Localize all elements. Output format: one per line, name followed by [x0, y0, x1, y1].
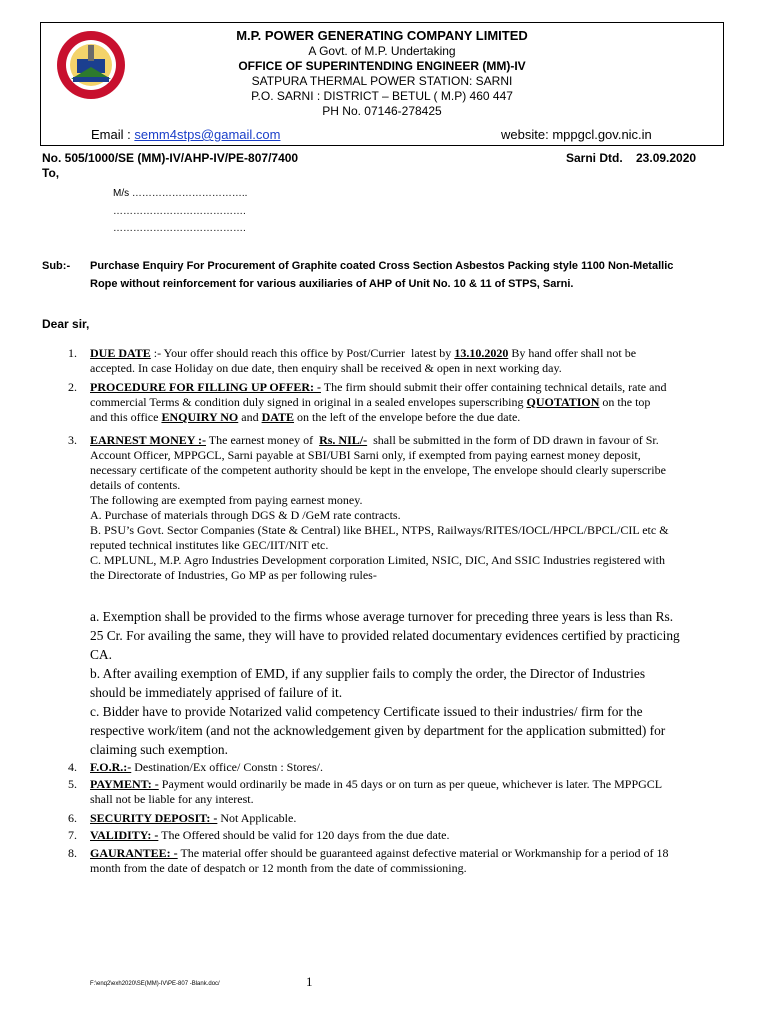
clause-text: The earnest money of — [206, 433, 320, 447]
exemption-b: reputed technical institutes like GEC/IIT/NIT etc. — [90, 538, 329, 552]
clause-text: month from the date of despatch or 12 month from the date of commissioning. — [90, 861, 467, 875]
clause-text: Payment would ordinarily be made in 45 days or on turn as per queue, whichever is later. The MPPGCL — [158, 777, 663, 791]
exemption-c: the Directorate of Industries, Go MP as per following rules- — [90, 568, 377, 582]
rule-c: respective work/item (and not the acknowledgement given by department for the application submitted) for — [90, 723, 666, 738]
clause-title: DUE DATE — [90, 346, 151, 360]
clause-text: on the top — [599, 395, 651, 409]
clause-body — [90, 828, 450, 843]
website-link[interactable]: mppgcl.gov.nic.in — [552, 127, 652, 142]
rule-a: 25 Cr. For availing the same, they will have to provided related documentary evidences certified by practicing — [90, 628, 680, 643]
clause-number: 3. — [68, 433, 77, 447]
clause-title: EARNEST MONEY :- — [90, 433, 207, 447]
website-label: website: — [501, 127, 553, 142]
addressee-line-2: …………………………………. — [113, 206, 246, 217]
clause-body — [90, 380, 730, 425]
station-name: SATPURA THERMAL POWER STATION: SARNI — [251, 74, 513, 88]
clause-number: 2. — [68, 380, 77, 394]
clause-number: 4. — [68, 760, 77, 774]
clause-title: SECURITY DEPOSIT: - — [90, 811, 218, 825]
clause-body — [90, 346, 730, 376]
clause-text: commercial Terms & condition duly signed in original in a sealed envelopes superscribing — [90, 395, 527, 409]
website-row — [501, 127, 652, 142]
office-name: OFFICE OF SUPERINTENDING ENGINEER (MM)-IV — [238, 59, 526, 73]
email-label: Email — [91, 127, 124, 142]
company-tagline: A Govt. of M.P. Undertaking — [308, 44, 456, 58]
earnest-money-amount: Rs. NIL/- — [319, 433, 368, 447]
clause-text: Account Officer, MPPGCL, Sarni payable at SBI/UBI Sarni only, if exempted from paying earnest money deposit, — [90, 448, 641, 462]
quotation-keyword: QUOTATION — [526, 395, 600, 409]
clause-number: 8. — [68, 846, 77, 860]
clause-text: By hand offer shall not be — [508, 346, 637, 360]
clause-text: and — [238, 410, 262, 424]
place-date: Sarni Dtd. 23.09.2020 — [566, 151, 697, 165]
clause-text: accepted. In case Holiday on due date, then enquiry shall be received & open in next working day. — [90, 361, 562, 375]
clause-body — [90, 811, 296, 826]
exemption-rules — [90, 607, 730, 759]
clause-text: The following are exempted from paying earnest money. — [90, 493, 363, 507]
letterhead — [40, 22, 724, 146]
clause-title: F.O.R.:- — [90, 760, 132, 774]
to-label: To, — [42, 166, 60, 180]
addressee-line-1: M/s …………………………….. — [113, 188, 248, 199]
clause-number: 7. — [68, 828, 77, 842]
clause-text: Destination/Ex office/ Constn : Stores/. — [131, 760, 323, 774]
exemption-b: B. PSU’s Govt. Sector Companies (State & Central) like BHEL, NTPS, Railways/RITES/IOCL/HPCL/BPCL/CIL etc & — [90, 523, 669, 537]
exemption-c: C. MPLUNL, M.P. Agro Industries Development corporation Limited, NSIC, DIC, And SSIC Industries registered with — [90, 553, 665, 567]
clause-body — [90, 846, 730, 876]
salutation: Dear sir, — [42, 317, 90, 331]
clause-title: PAYMENT: - — [90, 777, 159, 791]
clause-text: :- Your offer should reach this office by Post/Currier latest by — [150, 346, 455, 360]
date-keyword: DATE — [261, 410, 295, 424]
subject-label: Sub:- — [42, 260, 71, 272]
rule-b: b. After availing exemption of EMD, if any supplier fails to comply the order, the Director of Industries — [90, 666, 646, 681]
clause-text: The material offer should be guaranteed against defective material or Workmanship for a period of 18 — [177, 846, 669, 860]
clause-number: 6. — [68, 811, 77, 825]
clause-text: details of contents. — [90, 478, 181, 492]
addressee-line-3: …………………………………. — [113, 223, 246, 234]
email-row — [91, 127, 280, 142]
page-number: 1 — [306, 974, 313, 989]
clause-text: and this office — [90, 410, 162, 424]
clause-text: shall be submitted in the form of DD drawn in favour of Sr. — [367, 433, 659, 447]
clause-number: 1. — [68, 346, 77, 360]
subject-line-1: Purchase Enquiry For Procurement of Graphite coated Cross Section Asbestos Packing style 1100 Non-Metallic — [90, 260, 674, 272]
email-link[interactable]: semm4stps@gamail.com — [134, 127, 281, 142]
rule-c: c. Bidder have to provide Notarized valid competency Certificate issued to their industries/ firm for the — [90, 704, 643, 719]
phone-number: PH No. 07146-278425 — [322, 104, 442, 118]
clause-body — [90, 433, 730, 583]
clause-text: The Offered should be valid for 120 days from the due date. — [158, 828, 450, 842]
rule-b: should be immediately apprised of failure of it. — [90, 685, 343, 700]
clause-text: necessary certificate of the competent authority should be kept in the envelope, The envelope should clearly superscribe — [90, 463, 666, 477]
enquiry-no-keyword: ENQUIRY NO — [161, 410, 239, 424]
clause-body — [90, 777, 730, 807]
footer-file-path: F:\enq2\exh2020\SE(MM)-IV\PE-807 -Blank.doc/ — [90, 981, 220, 987]
clause-title: GAURANTEE: - — [90, 846, 178, 860]
due-date-value: 13.10.2020 — [454, 346, 509, 360]
rule-a: a. Exemption shall be provided to the firms whose average turnover for preceding three years is less than Rs. — [90, 609, 674, 624]
reference-number: No. 505/1000/SE (MM)-IV/AHP-IV/PE-807/7400 — [42, 151, 299, 165]
clause-number: 5. — [68, 777, 77, 791]
clause-title: PROCEDURE FOR FILLING UP OFFER: - — [90, 380, 321, 394]
subject-line-2: Rope without reinforcement for various auxiliaries of AHP of Unit No. 10 & 11 of STPS, Sarni. — [90, 278, 574, 290]
clause-text: The firm should submit their offer containing technical details, rate and — [321, 380, 667, 394]
clause-text: on the left of the envelope before the due date. — [294, 410, 521, 424]
rule-c: claiming such exemption. — [90, 742, 228, 757]
clause-text: Not Applicable. — [217, 811, 297, 825]
rule-a: CA. — [90, 647, 112, 662]
email-separator: : — [123, 127, 135, 142]
exemption-a: A. Purchase of materials through DGS & D /GeM rate contracts. — [90, 508, 401, 522]
subject-text — [90, 257, 730, 293]
clause-body — [90, 760, 323, 775]
postal-address: P.O. SARNI : DISTRICT – BETUL ( M.P) 460 447 — [251, 89, 513, 103]
clause-text: shall not be liable for any interest. — [90, 792, 254, 806]
clause-title: VALIDITY: - — [90, 828, 159, 842]
company-name: M.P. POWER GENERATING COMPANY LIMITED — [236, 28, 528, 43]
